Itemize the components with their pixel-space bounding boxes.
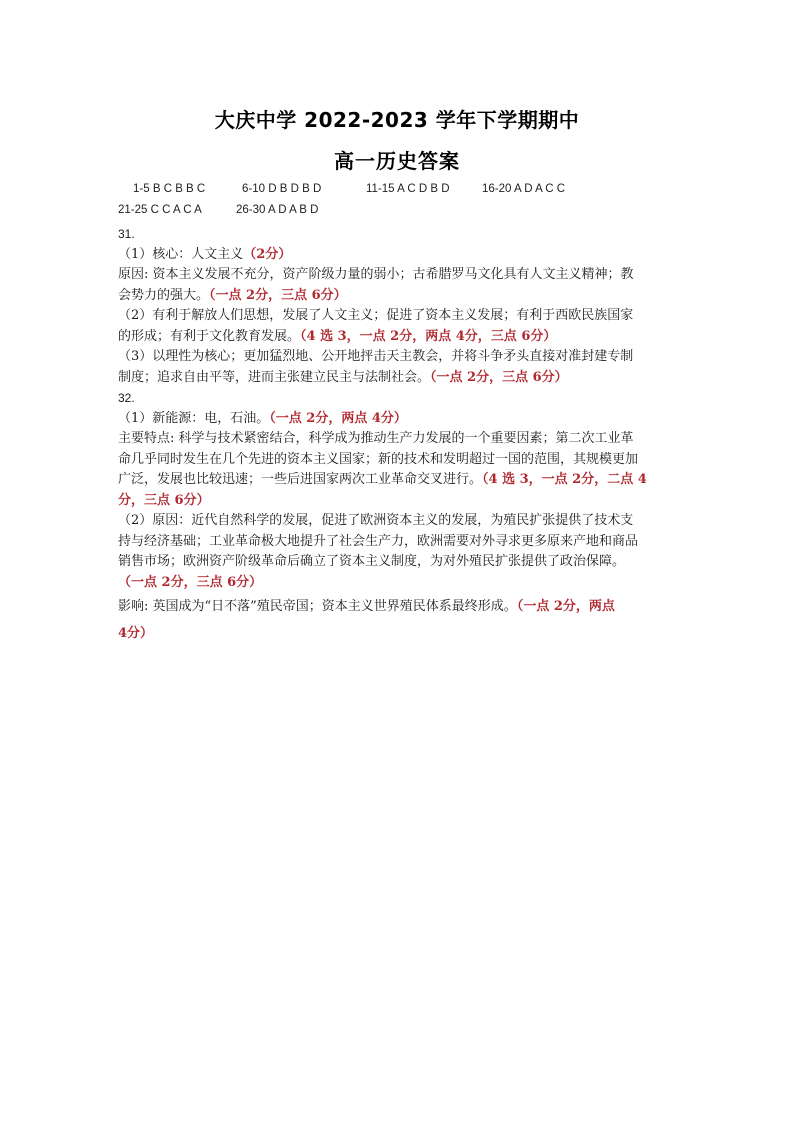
mc-group-1 [133, 183, 205, 195]
score-note: （4 选 3，一点 2分，二点 4 [482, 472, 647, 487]
answer-line [118, 491, 678, 512]
mc-range: 1-5 [133, 183, 150, 195]
answer-text: 影响: 英国成为“日不落”殖民帝国；资本主义世界殖民体系最终形成。 [118, 599, 517, 614]
mc-group-4 [482, 183, 565, 195]
essay-answers [118, 224, 678, 645]
answer-line [118, 327, 678, 348]
mc-group-3 [366, 183, 450, 195]
mc-answers: A C D B D [397, 183, 450, 195]
answer-line [118, 573, 678, 594]
answer-line: 原因: 资本主义发展不充分，资产阶级力量的弱小；古希腊罗马文化具有人文主义精神；教 [118, 267, 634, 282]
score-note: （一点 2分，两点 [516, 599, 615, 614]
score-note: （一点 2分，两点 4分） [269, 410, 407, 426]
answer-line [118, 245, 678, 266]
mc-answers: D B D B D [268, 183, 322, 195]
score-note: （4 选 3，一点 2分，两点 4分，三点 6分） [300, 328, 557, 344]
question-number: 32. [118, 391, 135, 405]
score-note: 4分） [118, 626, 154, 641]
mc-range: 11-15 [366, 183, 395, 195]
document-title: 大庆中学 2022-2023 学年下学期期中 [214, 108, 580, 132]
score-note: （一点 2分，三点 6分） [430, 369, 568, 385]
answer-line: （2）有利于解放人们思想，发展了人文主义；促进了资本主义发展；有利于西欧民族国家 [118, 308, 634, 323]
score-note: （2分） [243, 246, 292, 262]
answer-line: 持与经济基础；工业革命极大地提升了社会生产力，欧洲需要对外寻求更多原来产地和商品 [118, 533, 639, 549]
answer-line [118, 470, 678, 491]
mc-answers: A D A C C [513, 183, 566, 195]
score-note: （一点 2分，三点 6分） [209, 287, 347, 303]
answer-text: 制度；追求自由平等，进而主张建立民主与法制社会。 [118, 369, 431, 385]
answer-line [118, 368, 678, 389]
answer-text: 会势力的强大。 [118, 287, 210, 303]
mc-range: 16-20 [482, 183, 512, 195]
mc-answers: A D A B D [267, 204, 319, 216]
mc-answers: C C A C A [150, 204, 202, 216]
mc-group-2 [242, 183, 321, 195]
answer-text: 的形成；有利于文化教育发展。 [118, 328, 301, 344]
answer-text: （1）新能源：电，石油。 [118, 410, 270, 426]
answer-line: 销售市场；欧洲资产阶级革命后确立了资本主义制度，为对外殖民扩张提供了政治保障。 [118, 554, 626, 569]
mc-group-6 [236, 204, 318, 216]
answer-line: （3）以理性为核心；更加猛烈地、公开地抨击天主教会，并将斗争矛头直接对准封建专制 [118, 349, 634, 364]
answer-line [118, 409, 678, 430]
score-note: 分，三点 6分） [118, 492, 210, 508]
mc-group-5 [118, 204, 202, 216]
answer-text: 广泛，发展也比较迅速；一些后进国家两次工业革命交叉进行。 [118, 472, 483, 487]
document-subtitle: 高一历史答案 [334, 149, 460, 173]
question-number: 31. [118, 227, 135, 241]
answer-line [118, 624, 678, 645]
score-note: （一点 2分，三点 6分） [118, 574, 263, 590]
answer-line [118, 597, 678, 619]
mc-answers: B C B B C [152, 183, 206, 195]
mc-range: 26-30 [236, 204, 266, 216]
answer-text: （1）核心：人文主义 [118, 246, 244, 262]
answer-line [118, 286, 678, 307]
answer-line: （2）原因：近代自然科学的发展，促进了欧洲资本主义的发展，为殖民扩张提供了技术支 [118, 513, 634, 528]
mc-range: 6-10 [242, 183, 266, 195]
answer-line: 命几乎同时发生在几个先进的资本主义国家；新的技术和发明超过一国的范围，其规模更加 [118, 451, 639, 467]
mc-range: 21-25 [118, 204, 148, 216]
answer-line: 主要特点: 科学与技术紧密结合，科学成为推动生产力发展的一个重要因素；第二次工业革 [118, 431, 634, 446]
